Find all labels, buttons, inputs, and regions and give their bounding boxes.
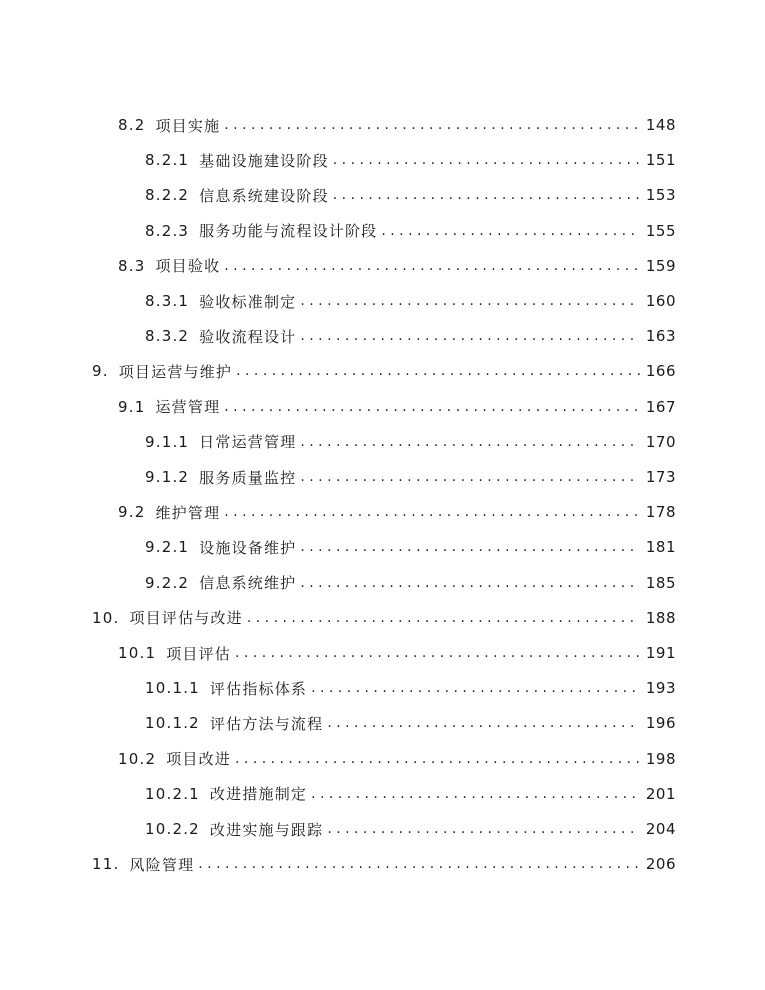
toc-leader-dots bbox=[300, 328, 639, 344]
toc-entry-title: 服务功能与流程设计阶段 bbox=[199, 222, 378, 241]
toc-entry-title: 改进实施与跟踪 bbox=[209, 820, 324, 839]
toc-leader-dots bbox=[224, 399, 640, 415]
toc-entry-title: 信息系统建设阶段 bbox=[199, 186, 329, 205]
toc-entry-title: 项目实施 bbox=[155, 116, 221, 135]
toc-leader-dots bbox=[327, 821, 640, 837]
toc-entry-title: 项目验收 bbox=[155, 257, 221, 276]
toc-entry-number: 10.1.1 bbox=[145, 679, 200, 698]
toc-entry[interactable] bbox=[145, 180, 676, 210]
toc-entry-title: 项目改进 bbox=[166, 750, 232, 769]
toc-entry[interactable] bbox=[92, 603, 676, 633]
toc-entry-title: 服务质量监控 bbox=[199, 468, 297, 487]
toc-entry-title: 验收标准制定 bbox=[199, 292, 297, 311]
toc-leader-dots bbox=[300, 293, 639, 309]
toc-entry-page-number: 173 bbox=[645, 468, 676, 486]
toc-entry[interactable] bbox=[145, 462, 676, 492]
toc-leader-dots bbox=[381, 223, 639, 239]
toc-entry-title: 改进措施制定 bbox=[209, 785, 308, 804]
toc-entry[interactable] bbox=[92, 356, 676, 386]
toc-entry[interactable] bbox=[145, 568, 676, 598]
toc-leader-dots bbox=[300, 434, 639, 450]
toc-leader-dots bbox=[224, 504, 640, 520]
toc-entry[interactable] bbox=[145, 532, 676, 562]
toc-entry-number: 10.2 bbox=[118, 749, 157, 768]
toc-entry-number: 8.3.2 bbox=[145, 327, 190, 346]
toc-entry[interactable] bbox=[145, 708, 676, 738]
toc-entry-page-number: 188 bbox=[645, 608, 676, 627]
toc-entry[interactable] bbox=[118, 392, 676, 422]
toc-leader-dots bbox=[224, 258, 640, 274]
toc-entry-page-number: 201 bbox=[645, 784, 676, 803]
toc-entry-number: 8.2.1 bbox=[145, 151, 190, 170]
toc-entry-title: 项目运营与维护 bbox=[118, 362, 233, 381]
toc-entry[interactable] bbox=[145, 145, 676, 175]
toc-entry-number: 10.1 bbox=[118, 644, 157, 662]
toc-leader-dots bbox=[333, 152, 640, 168]
toc-entry-page-number: 159 bbox=[645, 256, 676, 275]
toc-entry-number: 10.2.1 bbox=[145, 784, 200, 803]
toc-entry-page-number: 191 bbox=[645, 644, 676, 662]
toc-entry-title: 评估方法与流程 bbox=[209, 714, 324, 733]
toc-entry-title: 设施设备维护 bbox=[199, 538, 297, 557]
toc-entry-page-number: 153 bbox=[645, 186, 676, 205]
toc-leader-dots bbox=[333, 187, 640, 203]
toc-leader-dots bbox=[198, 856, 640, 872]
toc-entry-page-number: 181 bbox=[645, 538, 676, 557]
toc-leader-dots bbox=[300, 539, 639, 555]
toc-entry-title: 基础设施建设阶段 bbox=[199, 151, 329, 170]
toc-entry-number: 9. bbox=[92, 362, 109, 381]
toc-entry-title: 验收流程设计 bbox=[199, 327, 297, 346]
toc-entry-number: 8.3.1 bbox=[145, 292, 190, 310]
toc-entry-page-number: 151 bbox=[645, 151, 676, 170]
toc-entry-page-number: 155 bbox=[645, 221, 676, 240]
toc-entry-title: 项目评估与改进 bbox=[129, 609, 243, 628]
toc-entry-number: 10. bbox=[92, 608, 120, 627]
toc-entry[interactable] bbox=[145, 673, 676, 703]
toc-entry-number: 8.2.3 bbox=[145, 221, 190, 240]
toc-entry-page-number: 163 bbox=[645, 327, 676, 346]
toc-leader-dots bbox=[235, 751, 640, 767]
toc-entry-number: 9.1.1 bbox=[145, 432, 190, 451]
toc-entry-page-number: 204 bbox=[645, 820, 676, 838]
toc-entry[interactable] bbox=[118, 497, 676, 527]
toc-entry-title: 风险管理 bbox=[129, 855, 195, 874]
toc-entry-number: 9.1 bbox=[118, 397, 146, 416]
toc-entry-page-number: 178 bbox=[645, 503, 676, 522]
toc-leader-dots bbox=[327, 715, 640, 731]
toc-entry[interactable] bbox=[118, 638, 676, 668]
toc-leader-dots bbox=[247, 610, 640, 626]
toc-leader-dots bbox=[300, 469, 639, 485]
toc-entry[interactable] bbox=[145, 216, 676, 246]
toc-entry-number: 11. bbox=[92, 855, 120, 874]
toc-entry-page-number: 206 bbox=[645, 855, 676, 874]
toc-leader-dots bbox=[311, 680, 640, 696]
toc-entry-number: 10.2.2 bbox=[145, 820, 200, 838]
toc-leader-dots bbox=[300, 575, 639, 591]
toc-entry-title: 日常运营管理 bbox=[199, 433, 297, 452]
toc-entry[interactable] bbox=[145, 427, 676, 457]
toc-entry[interactable] bbox=[145, 286, 676, 316]
toc-entry-page-number: 148 bbox=[645, 116, 676, 134]
toc-entry[interactable] bbox=[118, 110, 676, 140]
toc-entry-page-number: 198 bbox=[645, 749, 676, 768]
toc-entry-page-number: 167 bbox=[645, 397, 676, 416]
toc-entry-number: 9.2.2 bbox=[145, 573, 190, 592]
toc-entry[interactable] bbox=[145, 814, 676, 844]
toc-entry-title: 信息系统维护 bbox=[199, 574, 297, 593]
toc-entry-page-number: 193 bbox=[645, 679, 676, 698]
toc-entry-number: 8.2 bbox=[118, 116, 146, 134]
toc-entry-page-number: 196 bbox=[645, 714, 676, 733]
toc-entry-number: 9.2.1 bbox=[145, 538, 190, 557]
toc-entry-number: 9.1.2 bbox=[145, 468, 190, 486]
toc-entry-title: 评估指标体系 bbox=[209, 679, 308, 698]
toc-leader-dots bbox=[236, 363, 640, 379]
toc-entry-page-number: 185 bbox=[645, 573, 676, 592]
toc-entry[interactable] bbox=[118, 744, 676, 774]
toc-entry[interactable] bbox=[145, 321, 676, 351]
toc-entry[interactable] bbox=[92, 849, 676, 879]
toc-leader-dots bbox=[235, 645, 640, 661]
toc-entry-page-number: 166 bbox=[645, 362, 676, 381]
toc-entry[interactable] bbox=[145, 779, 676, 809]
toc-entry[interactable] bbox=[118, 251, 676, 281]
toc-entry-number: 10.1.2 bbox=[145, 714, 200, 733]
toc-entry-page-number: 170 bbox=[645, 432, 676, 451]
toc-entry-title: 维护管理 bbox=[155, 503, 221, 522]
toc-entry-number: 8.2.2 bbox=[145, 186, 190, 205]
toc-entry-title: 运营管理 bbox=[155, 398, 221, 417]
toc-entry-number: 9.2 bbox=[118, 503, 146, 522]
toc-entry-page-number: 160 bbox=[645, 292, 676, 310]
toc-leader-dots bbox=[224, 117, 640, 133]
toc-entry-title: 项目评估 bbox=[166, 644, 232, 663]
toc-leader-dots bbox=[311, 786, 640, 802]
toc-entry-number: 8.3 bbox=[118, 256, 146, 275]
